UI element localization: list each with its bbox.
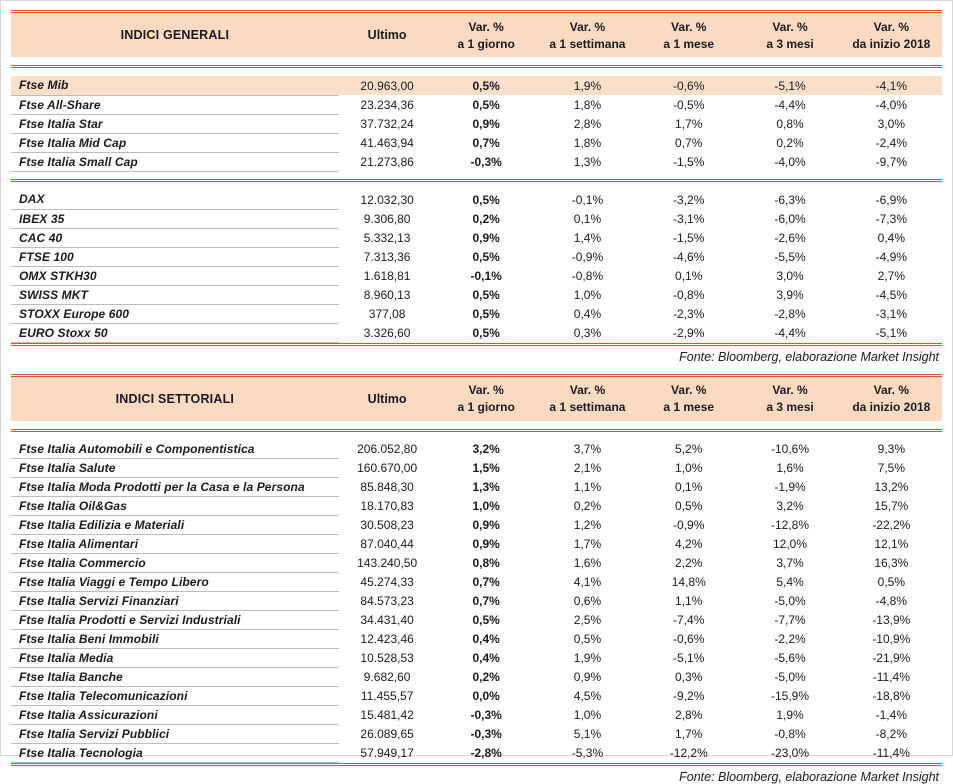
index-name: DAX (11, 190, 339, 209)
index-value: -4,0% (739, 152, 840, 171)
index-value: 2,2% (638, 554, 739, 573)
index-value: 0,5% (436, 611, 537, 630)
index-value: -3,2% (638, 190, 739, 209)
index-value: -2,4% (841, 133, 942, 152)
index-value: -12,2% (638, 744, 739, 763)
index-value: 20.963,00 (339, 76, 436, 95)
table-header-row (11, 377, 942, 421)
index-value: 18.170,83 (339, 497, 436, 516)
index-value: -6,9% (841, 190, 942, 209)
index-value: 57.949,17 (339, 744, 436, 763)
header-separator (11, 421, 942, 440)
table-row (11, 133, 942, 152)
index-value: 26.089,65 (339, 725, 436, 744)
index-name: Ftse Italia Commercio (11, 554, 339, 573)
index-value: 23.234,36 (339, 95, 436, 114)
index-value: -5,0% (739, 592, 840, 611)
table-row (11, 247, 942, 266)
index-value: 3,9% (739, 285, 840, 304)
index-name: SWISS MKT (11, 285, 339, 304)
index-value: -11,4% (841, 744, 942, 763)
index-value: -4,6% (638, 247, 739, 266)
index-value: 1,9% (537, 649, 638, 668)
index-value: 9,3% (841, 440, 942, 459)
index-value: -0,3% (436, 725, 537, 744)
col-header-var-1-settimana: Var. % a 1 settimana (537, 377, 638, 421)
table-row (11, 76, 942, 95)
separator-line (11, 65, 942, 68)
index-name: Ftse Italia Telecomunicazioni (11, 687, 339, 706)
index-value: 8.960,13 (339, 285, 436, 304)
table-row (11, 440, 942, 459)
index-value: -12,8% (739, 516, 840, 535)
index-value: 1,3% (436, 478, 537, 497)
index-name: Ftse Italia Alimentari (11, 535, 339, 554)
index-value: -0,3% (436, 706, 537, 725)
index-value: -5,1% (841, 323, 942, 342)
index-value: 160.670,00 (339, 459, 436, 478)
index-value: 0,5% (841, 573, 942, 592)
col-header-ultimo: Ultimo (339, 13, 436, 57)
index-value: -0,5% (638, 95, 739, 114)
index-value: 1.618,81 (339, 266, 436, 285)
index-name: IBEX 35 (11, 209, 339, 228)
index-value: -5,5% (739, 247, 840, 266)
col-header-var-inizio-2018: Var. % da inizio 2018 (841, 377, 942, 421)
index-name: CAC 40 (11, 228, 339, 247)
index-value: -4,8% (841, 592, 942, 611)
index-value: -5,0% (739, 668, 840, 687)
source-note: Fonte: Bloomberg, elaborazione Market Insight (11, 766, 942, 784)
index-value: 41.463,94 (339, 133, 436, 152)
index-value: 2,8% (638, 706, 739, 725)
index-value: -7,4% (638, 611, 739, 630)
index-value: 1,9% (739, 706, 840, 725)
index-value: -2,9% (638, 323, 739, 342)
col-header-var-3-mesi: Var. % a 3 mesi (739, 377, 840, 421)
index-name: Ftse Italia Mid Cap (11, 133, 339, 152)
index-value: 206.052,80 (339, 440, 436, 459)
index-value: 377,08 (339, 304, 436, 323)
index-name: Ftse Italia Beni Immobili (11, 630, 339, 649)
index-value: 0,7% (638, 133, 739, 152)
index-value: 30.508,23 (339, 516, 436, 535)
index-value: -10,9% (841, 630, 942, 649)
table-header-row (11, 13, 942, 57)
index-value: 0,7% (436, 573, 537, 592)
index-value: -4,4% (739, 95, 840, 114)
index-value: 11.455,57 (339, 687, 436, 706)
index-value: 21.273,86 (339, 152, 436, 171)
index-value: 1,0% (436, 497, 537, 516)
index-value: -0,6% (638, 630, 739, 649)
table-row (11, 668, 942, 687)
index-value: 0,1% (638, 478, 739, 497)
index-name: Ftse Italia Automobili e Componentistica (11, 440, 339, 459)
index-value: -7,7% (739, 611, 840, 630)
index-value: 0,8% (436, 554, 537, 573)
index-value: -0,1% (436, 266, 537, 285)
index-value: 45.274,33 (339, 573, 436, 592)
index-value: 0,2% (436, 668, 537, 687)
index-value: 1,8% (537, 95, 638, 114)
index-value: 3,7% (739, 554, 840, 573)
index-value: -15,9% (739, 687, 840, 706)
index-value: 0,9% (537, 668, 638, 687)
table-row (11, 706, 942, 725)
index-value: 0,5% (436, 247, 537, 266)
table-row (11, 516, 942, 535)
index-value: -3,1% (638, 209, 739, 228)
index-value: 1,4% (537, 228, 638, 247)
index-value: -0,9% (537, 247, 638, 266)
index-value: 7.313,36 (339, 247, 436, 266)
index-value: 0,8% (739, 114, 840, 133)
index-value: 1,1% (537, 478, 638, 497)
col-header-var-3-mesi: Var. % a 3 mesi (739, 13, 840, 57)
index-value: 4,2% (638, 535, 739, 554)
index-value: 1,0% (537, 706, 638, 725)
col-header-ultimo: Ultimo (339, 377, 436, 421)
index-value: -23,0% (739, 744, 840, 763)
indici-generali-table (11, 13, 942, 343)
index-value: 9.306,80 (339, 209, 436, 228)
table-row (11, 209, 942, 228)
index-value: 87.040,44 (339, 535, 436, 554)
index-value: -4,5% (841, 285, 942, 304)
index-value: 1,2% (537, 516, 638, 535)
index-value: -7,3% (841, 209, 942, 228)
index-value: 1,7% (537, 535, 638, 554)
index-value: -22,2% (841, 516, 942, 535)
index-value: 7,5% (841, 459, 942, 478)
index-name: Ftse Italia Moda Prodotti per la Casa e la Persona (11, 478, 339, 497)
index-value: 0,6% (537, 592, 638, 611)
index-value: -8,2% (841, 725, 942, 744)
index-value: 1,5% (436, 459, 537, 478)
index-value: 1,6% (739, 459, 840, 478)
index-value: -1,5% (638, 152, 739, 171)
index-value: 0,9% (436, 516, 537, 535)
index-name: Ftse Italia Edilizia e Materiali (11, 516, 339, 535)
index-name: Ftse Italia Servizi Pubblici (11, 725, 339, 744)
index-value: -4,0% (841, 95, 942, 114)
index-name: Ftse Italia Star (11, 114, 339, 133)
index-value: 3,0% (739, 266, 840, 285)
index-value: -6,0% (739, 209, 840, 228)
index-value: -4,1% (841, 76, 942, 95)
index-value: -4,9% (841, 247, 942, 266)
table-row (11, 649, 942, 668)
index-value: 5.332,13 (339, 228, 436, 247)
index-value: 12,0% (739, 535, 840, 554)
index-value: 2,8% (537, 114, 638, 133)
index-name: Ftse Italia Salute (11, 459, 339, 478)
index-value: -21,9% (841, 649, 942, 668)
indici-settoriali-table (11, 377, 942, 764)
index-value: 0,7% (436, 592, 537, 611)
index-value: 0,1% (638, 266, 739, 285)
index-value: 1,6% (537, 554, 638, 573)
index-name: FTSE 100 (11, 247, 339, 266)
index-value: -0,3% (436, 152, 537, 171)
index-name: Ftse Italia Media (11, 649, 339, 668)
index-value: 37.732,24 (339, 114, 436, 133)
index-value: 0,5% (436, 323, 537, 342)
index-value: 0,4% (841, 228, 942, 247)
table-row (11, 573, 942, 592)
index-value: 0,9% (436, 535, 537, 554)
index-value: -13,9% (841, 611, 942, 630)
index-name: STOXX Europe 600 (11, 304, 339, 323)
index-value: 1,1% (638, 592, 739, 611)
index-value: -11,4% (841, 668, 942, 687)
index-value: -2,3% (638, 304, 739, 323)
table-row (11, 554, 942, 573)
index-value: 5,2% (638, 440, 739, 459)
index-value: 1,0% (537, 285, 638, 304)
index-value: -6,3% (739, 190, 840, 209)
indici-settoriali-block (11, 374, 942, 784)
index-value: -5,6% (739, 649, 840, 668)
index-name: Ftse Italia Small Cap (11, 152, 339, 171)
table-row (11, 592, 942, 611)
group-separator (11, 171, 942, 190)
index-value: 0,4% (537, 304, 638, 323)
index-value: 0,3% (537, 323, 638, 342)
table-row (11, 266, 942, 285)
table-title: INDICI SETTORIALI (11, 377, 339, 421)
table-row (11, 190, 942, 209)
index-value: 1,8% (537, 133, 638, 152)
index-value: -2,8% (436, 744, 537, 763)
table-row (11, 285, 942, 304)
index-value: -2,8% (739, 304, 840, 323)
index-value: 3,7% (537, 440, 638, 459)
index-value: -9,2% (638, 687, 739, 706)
index-value: 2,7% (841, 266, 942, 285)
index-value: -0,6% (638, 76, 739, 95)
table-row (11, 114, 942, 133)
index-value: 0,2% (537, 497, 638, 516)
index-value: 3,0% (841, 114, 942, 133)
index-name: Ftse Italia Banche (11, 668, 339, 687)
col-header-var-inizio-2018: Var. % da inizio 2018 (841, 13, 942, 57)
index-value: 0,5% (436, 76, 537, 95)
index-value: -3,1% (841, 304, 942, 323)
index-name: Ftse Italia Tecnologia (11, 744, 339, 763)
index-value: 0,5% (537, 630, 638, 649)
table-row (11, 497, 942, 516)
col-header-var-1-giorno: Var. % a 1 giorno (436, 13, 537, 57)
index-value: 12.423,46 (339, 630, 436, 649)
index-value: 3,2% (739, 497, 840, 516)
index-value: 0,9% (436, 228, 537, 247)
index-value: 4,1% (537, 573, 638, 592)
index-name: Ftse Mib (11, 76, 339, 95)
index-name: Ftse All-Share (11, 95, 339, 114)
index-value: 10.528,53 (339, 649, 436, 668)
index-value: 15,7% (841, 497, 942, 516)
index-value: -0,8% (537, 266, 638, 285)
table-row (11, 687, 942, 706)
table-row (11, 478, 942, 497)
index-value: -1,9% (739, 478, 840, 497)
index-value: -5,1% (739, 76, 840, 95)
source-note: Fonte: Bloomberg, elaborazione Market Insight (11, 346, 942, 364)
index-value: 3.326,60 (339, 323, 436, 342)
index-value: 34.431,40 (339, 611, 436, 630)
table-row (11, 630, 942, 649)
indici-generali-block (11, 10, 942, 364)
index-value: 84.573,23 (339, 592, 436, 611)
index-value: -5,3% (537, 744, 638, 763)
index-value: 0,4% (436, 630, 537, 649)
separator-line (11, 429, 942, 432)
index-value: 5,4% (739, 573, 840, 592)
index-value: 0,3% (638, 668, 739, 687)
index-value: -2,2% (739, 630, 840, 649)
table-row (11, 535, 942, 554)
table-title: INDICI GENERALI (11, 13, 339, 57)
index-value: -0,8% (638, 285, 739, 304)
index-value: -1,5% (638, 228, 739, 247)
table-row (11, 323, 942, 342)
index-value: 1,7% (638, 725, 739, 744)
table-row (11, 95, 942, 114)
index-value: 0,5% (638, 497, 739, 516)
col-header-var-1-giorno: Var. % a 1 giorno (436, 377, 537, 421)
table-row (11, 744, 942, 763)
spacer (11, 364, 942, 374)
index-value: 9.682,60 (339, 668, 436, 687)
index-value: 0,2% (436, 209, 537, 228)
index-value: 1,3% (537, 152, 638, 171)
table-row (11, 304, 942, 323)
index-value: 13,2% (841, 478, 942, 497)
index-value: 0,7% (436, 133, 537, 152)
index-value: 0,5% (436, 285, 537, 304)
index-value: 1,0% (638, 459, 739, 478)
index-value: -10,6% (739, 440, 840, 459)
index-value: 14,8% (638, 573, 739, 592)
table-row (11, 725, 942, 744)
table-row (11, 152, 942, 171)
index-value: 0,5% (436, 190, 537, 209)
col-header-var-1-settimana: Var. % a 1 settimana (537, 13, 638, 57)
index-value: 0,1% (537, 209, 638, 228)
index-value: 0,2% (739, 133, 840, 152)
index-value: 5,1% (537, 725, 638, 744)
index-value: 0,5% (436, 95, 537, 114)
index-name: Ftse Italia Servizi Finanziari (11, 592, 339, 611)
index-name: EURO Stoxx 50 (11, 323, 339, 342)
index-value: 143.240,50 (339, 554, 436, 573)
index-value: 0,0% (436, 687, 537, 706)
index-name: Ftse Italia Oil&Gas (11, 497, 339, 516)
index-value: 4,5% (537, 687, 638, 706)
index-value: 2,1% (537, 459, 638, 478)
header-separator (11, 57, 942, 76)
index-value: -0,8% (739, 725, 840, 744)
index-value: 1,9% (537, 76, 638, 95)
index-value: 12,1% (841, 535, 942, 554)
index-name: OMX STKH30 (11, 266, 339, 285)
index-value: 85.848,30 (339, 478, 436, 497)
index-value: 12.032,30 (339, 190, 436, 209)
index-value: 2,5% (537, 611, 638, 630)
index-value: 3,2% (436, 440, 537, 459)
index-value: -2,6% (739, 228, 840, 247)
index-value: -0,1% (537, 190, 638, 209)
index-name: Ftse Italia Viaggi e Tempo Libero (11, 573, 339, 592)
col-header-var-1-mese: Var. % a 1 mese (638, 377, 739, 421)
index-value: 1,7% (638, 114, 739, 133)
table-row (11, 611, 942, 630)
index-value: -0,9% (638, 516, 739, 535)
index-value: 15.481,42 (339, 706, 436, 725)
index-value: -9,7% (841, 152, 942, 171)
table-row (11, 228, 942, 247)
index-name: Ftse Italia Assicurazioni (11, 706, 339, 725)
index-value: 0,9% (436, 114, 537, 133)
col-header-var-1-mese: Var. % a 1 mese (638, 13, 739, 57)
index-value: 16,3% (841, 554, 942, 573)
separator-line (11, 179, 942, 182)
index-value: -1,4% (841, 706, 942, 725)
index-value: -5,1% (638, 649, 739, 668)
table-row (11, 459, 942, 478)
index-value: -4,4% (739, 323, 840, 342)
index-value: 0,4% (436, 649, 537, 668)
index-name: Ftse Italia Prodotti e Servizi Industriali (11, 611, 339, 630)
index-value: -18,8% (841, 687, 942, 706)
index-value: 0,5% (436, 304, 537, 323)
